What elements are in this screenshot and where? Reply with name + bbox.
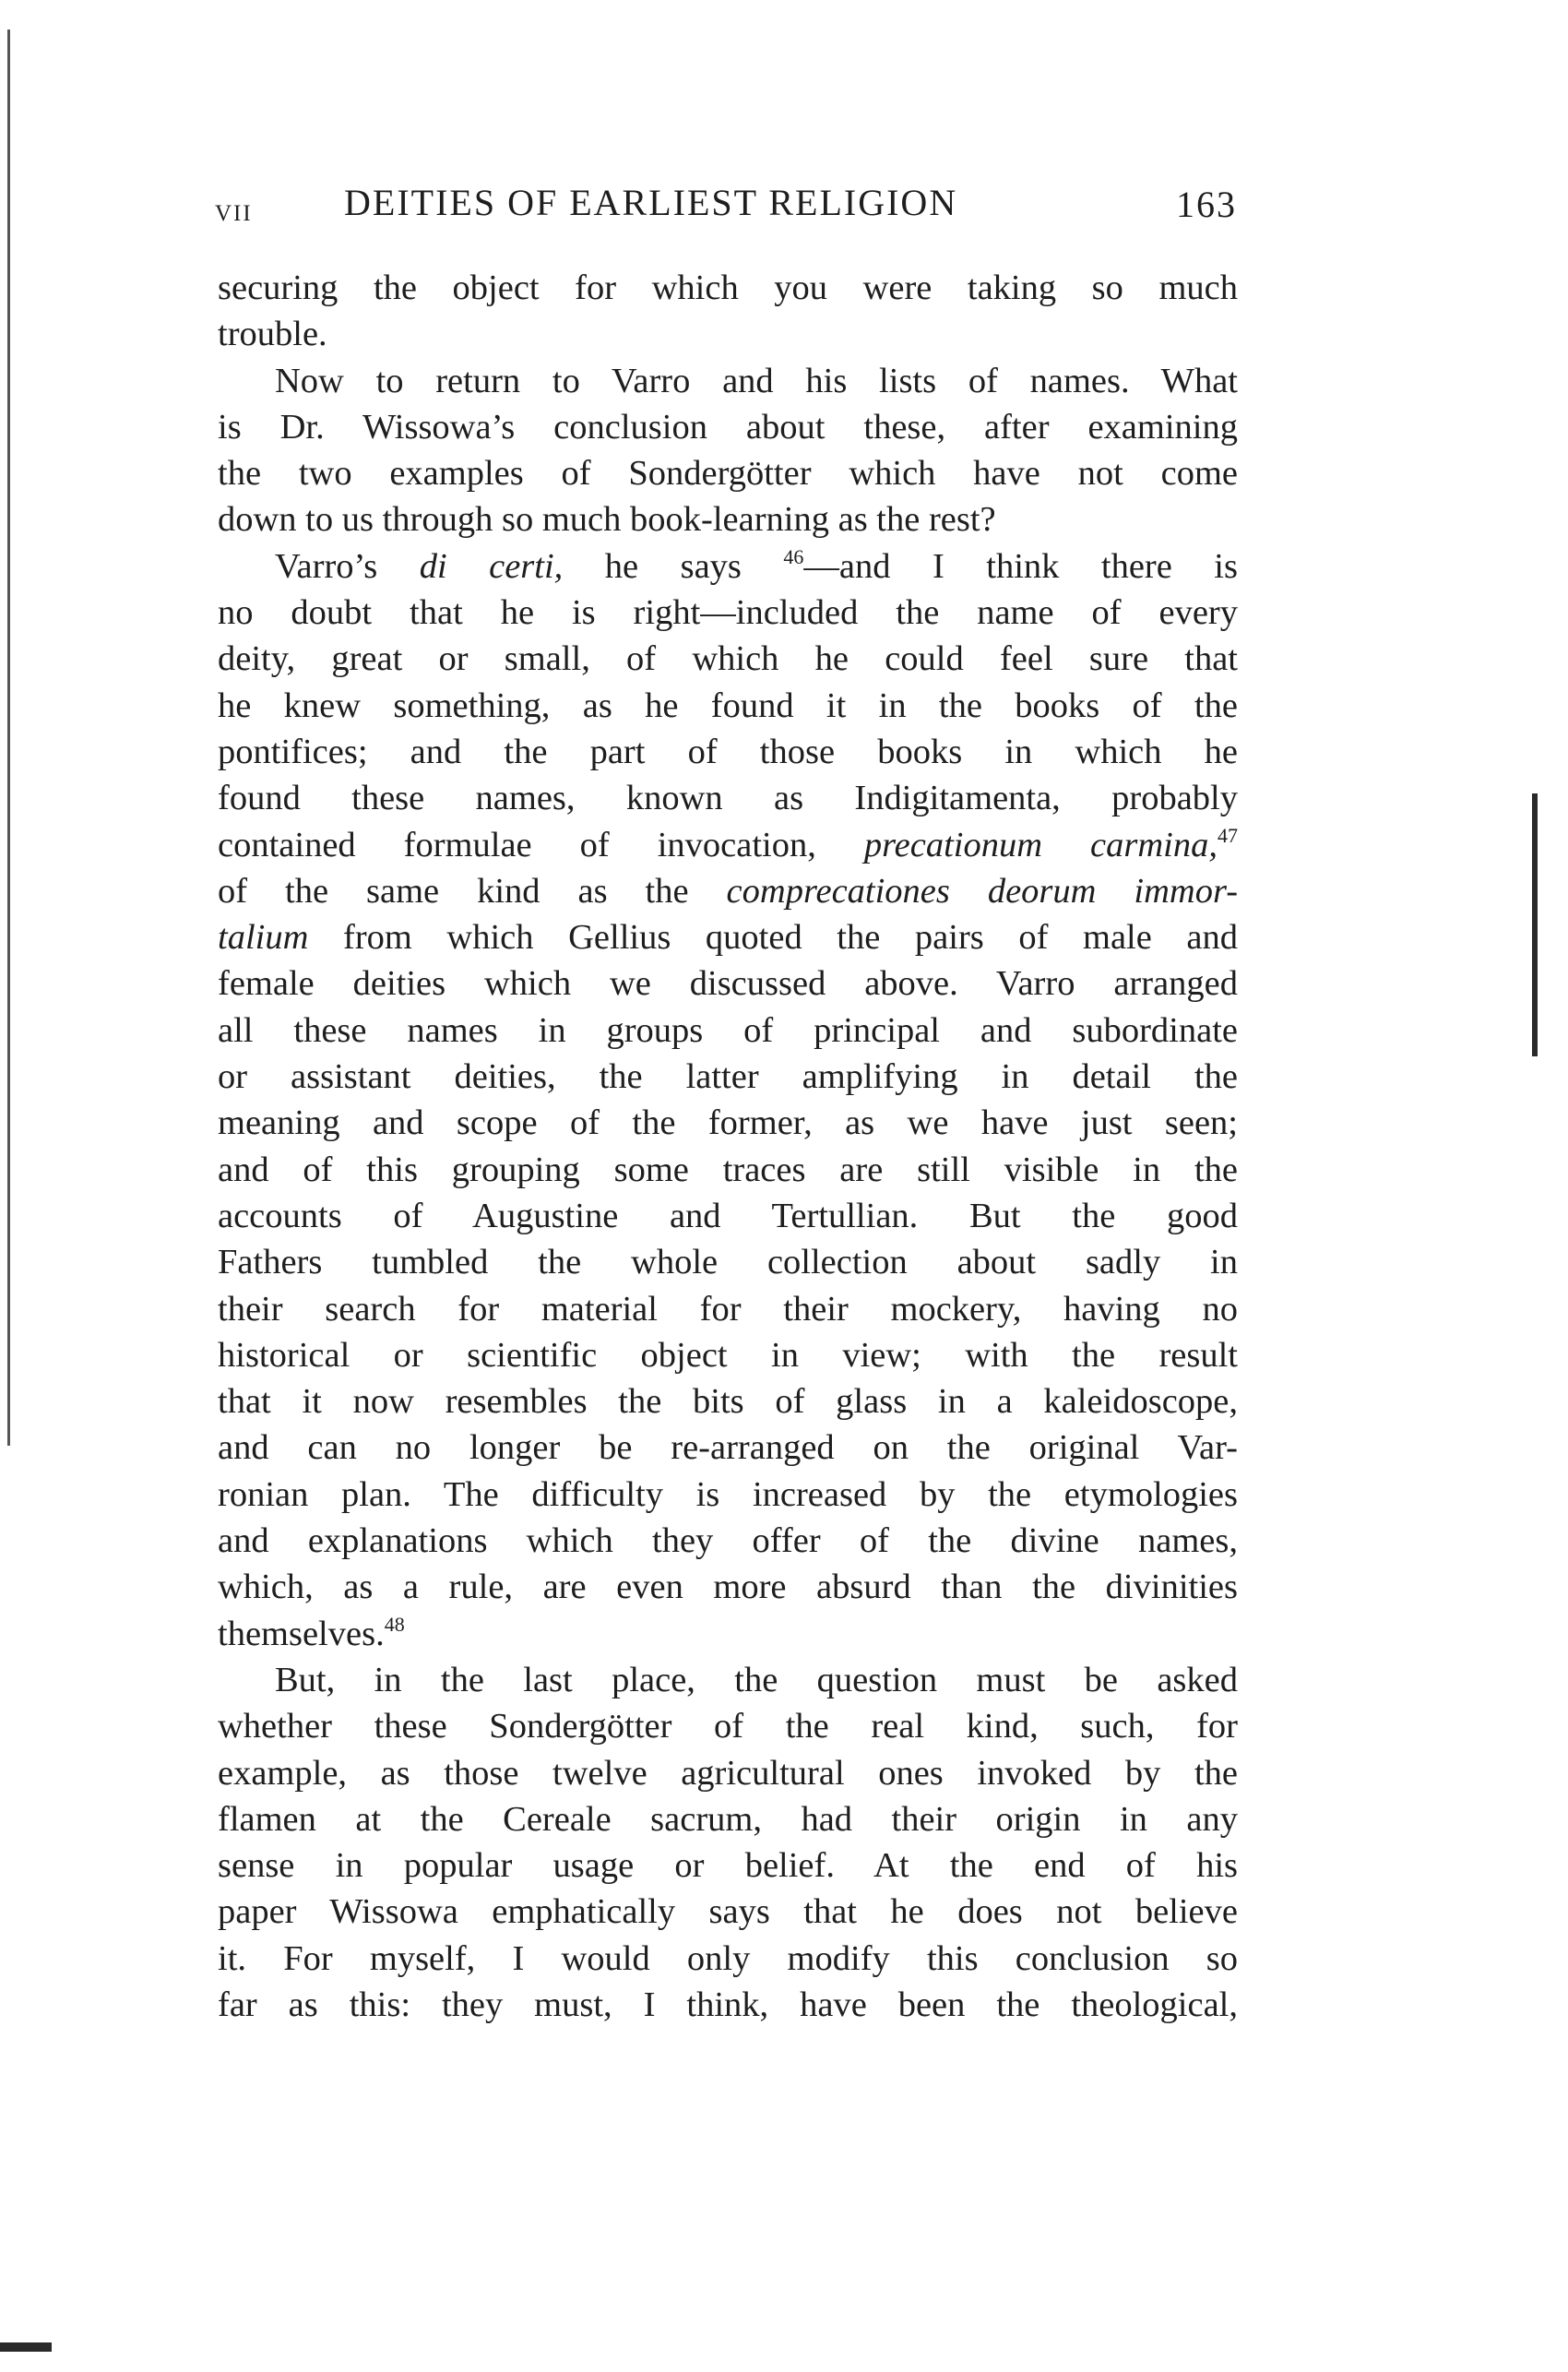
body-text bbox=[218, 265, 1238, 2028]
text-line: and of this grouping some traces are still visible in the bbox=[218, 1150, 1238, 1189]
text-line bbox=[218, 868, 1238, 914]
text-line: all these names in groups of principal and subordinate bbox=[218, 1010, 1238, 1050]
text-line: paper Wissowa emphatically says that he does not believe bbox=[218, 1892, 1238, 1932]
running-header bbox=[215, 181, 1237, 236]
text-line: the two examples of Sondergötter which have not come bbox=[218, 454, 1238, 494]
text-line: and explanations which they offer of the divine names, bbox=[218, 1521, 1238, 1561]
text-line: But, in the last place, the question must be asked bbox=[275, 1660, 1238, 1699]
text-line: securing the object for which you were taking so much bbox=[218, 268, 1238, 307]
text-line: flamen at the Cereale sacrum, had their origin in any bbox=[218, 1799, 1238, 1839]
text-line: no doubt that he is right—included the name of every bbox=[218, 593, 1238, 633]
italic-term: precationum carmina, bbox=[863, 825, 1218, 864]
text-line: accounts of Augustine and Tertullian. But the good bbox=[218, 1196, 1238, 1235]
text-line: example, as those twelve agricultural ones invoked by the bbox=[218, 1753, 1238, 1793]
text-line: trouble. bbox=[218, 315, 327, 354]
running-title: DEITIES OF EARLIEST RELIGION bbox=[344, 182, 958, 223]
text-line: Fathers tumbled the whole collection about sadly in bbox=[218, 1243, 1238, 1282]
text-line: meaning and scope of the former, as we have just seen; bbox=[218, 1103, 1238, 1143]
text-fragment: contained formulae of invocation, bbox=[218, 825, 816, 864]
italic-term: comprecationes deorum immor- bbox=[726, 871, 1239, 911]
footnote-ref-46: 46 bbox=[783, 544, 804, 568]
text-fragment: from which Gellius quoted the pairs of male and bbox=[343, 918, 1238, 958]
text-line: it. For myself, I would only modify this conclusion so bbox=[218, 1938, 1238, 1978]
chapter-number: VII bbox=[215, 201, 253, 226]
text-line: and can no longer be re-arranged on the original Var- bbox=[218, 1428, 1238, 1468]
text-line bbox=[218, 543, 1238, 590]
text-line: he knew something, as he found it in the books of the bbox=[218, 685, 1238, 725]
text-line bbox=[218, 822, 1238, 868]
text-line: whether these Sondergötter of the real kind, such, for bbox=[218, 1707, 1238, 1746]
text-line: sense in popular usage or belief. At the end of his bbox=[218, 1846, 1238, 1886]
text-fragment: he says bbox=[604, 546, 742, 586]
text-line: which, as a rule, are even more absurd than the divinities bbox=[218, 1567, 1238, 1607]
italic-term: talium bbox=[218, 918, 309, 958]
text-line: pontifices; and the part of those books in which he bbox=[218, 732, 1238, 771]
text-line: Now to return to Varro and his lists of names. What bbox=[275, 361, 1238, 400]
text-line: ronian plan. The difficulty is increased by the etymologies bbox=[218, 1474, 1238, 1514]
text-fragment: themselves. bbox=[218, 1614, 385, 1653]
text-line: or assistant deities, the latter amplifying in detail the bbox=[218, 1057, 1238, 1097]
text-line bbox=[218, 914, 1238, 960]
text-line: deity, great or small, of which he could feel sure that bbox=[218, 639, 1238, 679]
scan-edge-mark-left bbox=[7, 30, 10, 1446]
text-line: found these names, known as Indigitamenta, probably bbox=[218, 779, 1238, 818]
footnote-ref-48: 48 bbox=[384, 1612, 405, 1636]
scan-edge-mark-bottom bbox=[0, 2342, 52, 2352]
text-fragment: —and I think there is bbox=[803, 546, 1238, 586]
text-line: their search for material for their mockery, having no bbox=[218, 1289, 1238, 1329]
text-fragment: of the same kind as the bbox=[218, 871, 689, 911]
text-line: historical or scientific object in view; with the result bbox=[218, 1335, 1238, 1375]
text-line: female deities which we discussed above. Varro arranged bbox=[218, 964, 1238, 1004]
text-line bbox=[218, 1611, 1238, 1657]
text-line: far as this: they must, I think, have been the theological, bbox=[218, 1985, 1238, 2024]
text-line: is Dr. Wissowa’s conclusion about these, after examining bbox=[218, 407, 1238, 447]
footnote-ref-47: 47 bbox=[1218, 823, 1239, 847]
page-number: 163 bbox=[1176, 184, 1237, 225]
text-line: down to us through so much book-learning as the rest? bbox=[218, 500, 996, 540]
italic-term: di certi, bbox=[419, 546, 564, 586]
text-fragment: Varro’s bbox=[275, 546, 378, 586]
scan-edge-mark-right bbox=[1532, 793, 1538, 1056]
text-line: that it now resembles the bits of glass in a kaleidoscope, bbox=[218, 1382, 1238, 1422]
